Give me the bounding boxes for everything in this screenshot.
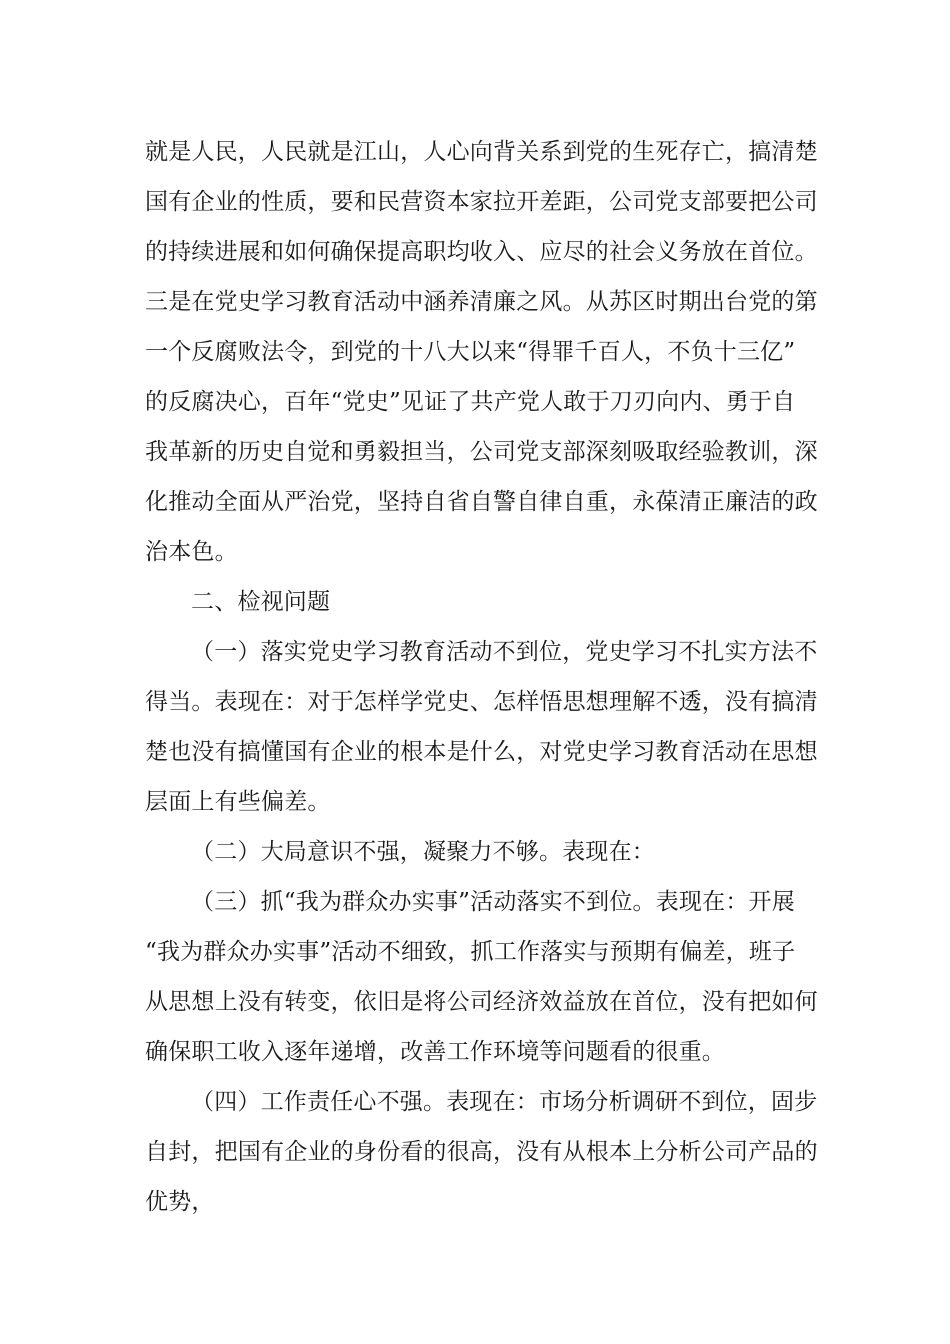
body-text-line: 自封，把国有企业的身份看的很高，没有从根本上分析公司产品的 [145, 1139, 818, 1165]
body-text-line: （四）工作责任心不强。表现在：市场分析调研不到位，固步 [191, 1089, 818, 1115]
body-text-line: “我为群众办实事”活动不细致，抓工作落实与预期有偏差，班子 [145, 939, 796, 965]
body-text-line: （一）落实党史学习教育活动不到位，党史学习不扎实方法不 [191, 639, 818, 665]
body-text-line: 就是人民，人民就是江山，人心向背关系到党的生死存亡，搞清楚 [145, 139, 818, 165]
body-text-line: 治本色。 [145, 539, 238, 565]
body-text-line: 的持续进展和如何确保提高职均收入、应尽的社会义务放在首位。 [145, 239, 818, 265]
body-text-line: （二）大局意识不强，凝聚力不够。表现在： [191, 839, 655, 865]
body-text-line: 得当。表现在：对于怎样学党史、怎样悟思想理解不透，没有搞清 [145, 689, 818, 715]
body-text-line: 三是在党史学习教育活动中涵养清廉之风。从苏区时期出台党的第 [145, 289, 818, 315]
body-text-line: 优势， [145, 1189, 215, 1215]
body-text-line: 我革新的历史自觉和勇毅担当，公司党支部深刻吸取经验教训，深 [145, 439, 818, 465]
body-text-line: 楚也没有搞懂国有企业的根本是什么，对党史学习教育活动在思想 [145, 739, 818, 765]
body-text-line: 的反腐决心，百年“党史”见证了共产党人敢于刀刃向内、勇于自 [145, 389, 796, 415]
body-text-line: 国有企业的性质，要和民营资本家拉开差距，公司党支部要把公司 [145, 189, 818, 215]
section-heading: 二、检视问题 [191, 589, 331, 615]
body-text-line: 层面上有些偏差。 [145, 789, 331, 815]
body-text-line: 确保职工收入逐年递增，改善工作环境等问题看的很重。 [145, 1039, 725, 1065]
body-text-line: 一个反腐败法令，到党的十八大以来“得罪千百人，不负十三亿” [145, 339, 796, 365]
body-text-line: （三）抓“我为群众办实事”活动落实不到位。表现在：开展 [191, 889, 795, 915]
body-text-line: 从思想上没有转变，依旧是将公司经济效益放在首位，没有把如何 [145, 989, 818, 1015]
body-text-line: 化推动全面从严治党，坚持自省自警自律自重，永葆清正廉洁的政 [145, 489, 818, 515]
